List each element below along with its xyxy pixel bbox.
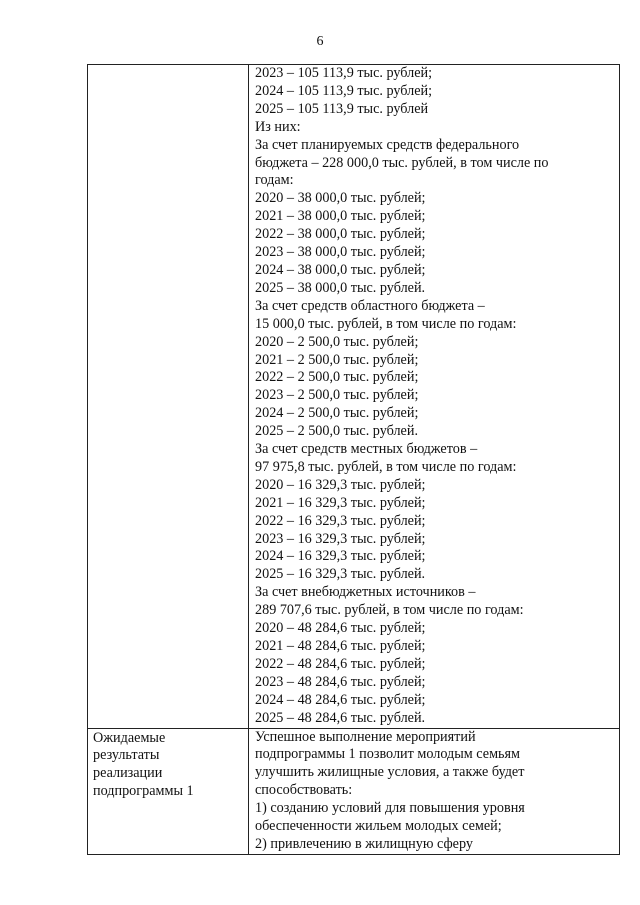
funding-line: 2024 – 48 284,6 тыс. рублей;	[255, 691, 426, 708]
funding-line: За счет средств местных бюджетов –	[255, 441, 478, 458]
funding-line: годам:	[255, 172, 294, 189]
funding-line: 2020 – 16 329,3 тыс. рублей;	[255, 476, 426, 493]
funding-line: 2020 – 48 284,6 тыс. рублей;	[255, 620, 426, 637]
table-row-funding	[88, 65, 620, 729]
result-line: 1) созданию условий для повышения уровня	[255, 800, 525, 817]
result-line: способствовать:	[255, 782, 353, 799]
funding-line: 2025 – 38 000,0 тыс. рублей.	[255, 279, 426, 296]
label-line: подпрограммы 1	[93, 783, 194, 800]
funding-details-cell	[249, 65, 620, 729]
funding-line: 2023 – 16 329,3 тыс. рублей;	[255, 530, 426, 547]
result-line: 2) привлечению в жилищную сферу	[255, 835, 473, 852]
expected-results-label-cell	[88, 728, 249, 854]
expected-results-lines	[255, 729, 619, 854]
funding-line: 2023 – 38 000,0 тыс. рублей;	[255, 244, 426, 261]
page-number: 6	[316, 34, 324, 49]
funding-line: 2025 – 16 329,3 тыс. рублей.	[255, 566, 426, 583]
funding-line: 2023 – 105 113,9 тыс. рублей;	[255, 65, 433, 81]
funding-line: 2023 – 48 284,6 тыс. рублей;	[255, 673, 426, 690]
funding-line: 2022 – 2 500,0 тыс. рублей;	[255, 369, 419, 386]
funding-line: За счет средств областного бюджета –	[255, 297, 485, 314]
program-passport-table	[87, 64, 620, 855]
funding-line: 97 975,8 тыс. рублей, в том числе по годам:	[255, 458, 517, 475]
funding-line: 2025 – 2 500,0 тыс. рублей.	[255, 423, 418, 440]
funding-line: 15 000,0 тыс. рублей, в том числе по годам:	[255, 315, 517, 332]
label-line: реализации	[93, 765, 163, 782]
funding-line: 2024 – 16 329,3 тыс. рублей;	[255, 548, 426, 565]
funding-line: 2022 – 38 000,0 тыс. рублей;	[255, 226, 426, 243]
funding-line: 2024 – 105 113,9 тыс. рублей;	[255, 82, 433, 99]
funding-line: 2020 – 2 500,0 тыс. рублей;	[255, 333, 419, 350]
funding-line: 2025 – 105 113,9 тыс. рублей	[255, 100, 429, 117]
funding-line: бюджета – 228 000,0 тыс. рублей, в том числе по	[255, 154, 549, 171]
expected-results-text-cell	[249, 728, 620, 854]
result-line: подпрограммы 1 позволит молодым семьям	[255, 746, 521, 763]
funding-line: За счет внебюджетных источников –	[255, 584, 476, 601]
label-line: результаты	[93, 747, 160, 764]
funding-line: 2022 – 16 329,3 тыс. рублей;	[255, 512, 426, 529]
funding-line: 289 707,6 тыс. рублей, в том числе по годам:	[255, 602, 524, 619]
funding-line: 2021 – 2 500,0 тыс. рублей;	[255, 351, 419, 368]
funding-line: 2025 – 48 284,6 тыс. рублей.	[255, 709, 426, 726]
funding-line: 2022 – 48 284,6 тыс. рублей;	[255, 655, 426, 672]
funding-line: 2023 – 2 500,0 тыс. рублей;	[255, 387, 419, 404]
expected-results-label	[93, 730, 248, 802]
result-line: Успешное выполнение мероприятий	[255, 728, 476, 745]
funding-line: 2021 – 16 329,3 тыс. рублей;	[255, 494, 426, 511]
result-line: обеспеченности жильем молодых семей;	[255, 818, 502, 835]
label-line: Ожидаемые	[93, 729, 166, 746]
funding-line: Из них:	[255, 118, 301, 135]
table-row-expected-results	[88, 728, 620, 854]
funding-line: 2021 – 38 000,0 тыс. рублей;	[255, 208, 426, 225]
funding-line: 2024 – 2 500,0 тыс. рублей;	[255, 405, 419, 422]
funding-label-cell	[88, 65, 249, 729]
funding-lines	[255, 65, 619, 728]
funding-line: 2020 – 38 000,0 тыс. рублей;	[255, 190, 426, 207]
funding-line: 2024 – 38 000,0 тыс. рублей;	[255, 261, 426, 278]
result-line: улучшить жилищные условия, а также будет	[255, 764, 525, 781]
funding-line: 2021 – 48 284,6 тыс. рублей;	[255, 638, 426, 654]
funding-line: За счет планируемых средств федерального	[255, 136, 520, 153]
